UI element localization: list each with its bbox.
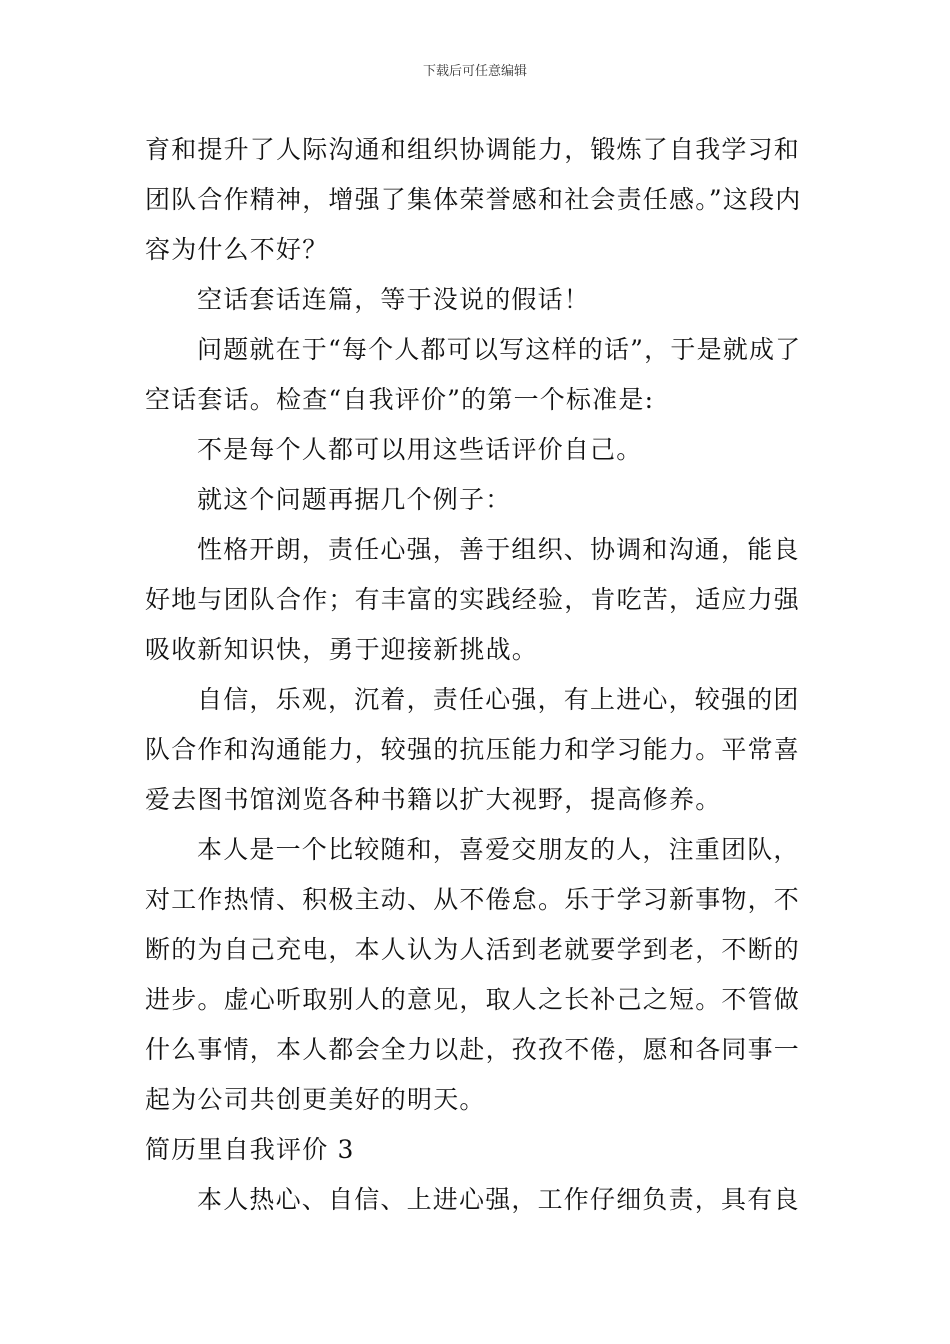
document-body <box>145 125 810 1225</box>
paragraph-5: 就这个问题再据几个例子： <box>197 485 512 514</box>
section-heading: 简历里自我评价 3 <box>145 1135 355 1164</box>
paragraph-9: 本人热心、自信、上进心强，工作仔细负责，具有良 <box>197 1185 800 1214</box>
paragraph-1: 育和提升了人际沟通和组织协调能力，锻炼了自我学习和团队合作精神，增强了集体荣誉感和社会责任感。”这段内容为什么不好？ <box>145 135 802 264</box>
paragraph-2: 空话套话连篇，等于没说的假话！ <box>197 285 591 314</box>
paragraph-8: 本人是一个比较随和，喜爱交朋友的人，注重团队，对工作热情、积极主动、从不倦怠。乐于学习新事物，不断的为自己充电，本人认为人活到老就要学到老，不断的进步。虚心听取别人的意见，取人之长补己之短。不管做什么事情，本人都会全力以赴，孜孜不倦，愿和各同事一起为公司共创更美好的明天。 <box>145 835 801 1114</box>
paragraph-3: 问题就在于“每个人都可以写这样的话”，于是就成了空话套话。检查“自我评价”的第一个标准是: <box>145 335 802 414</box>
page-header: 下载后可任意编辑 <box>422 64 527 79</box>
paragraph-7: 自信，乐观，沉着，责任心强，有上进心，较强的团队合作和沟通能力，较强的抗压能力和学习能力。平常喜爱去图书馆浏览各种书籍以扩大视野，提高修养。 <box>145 685 801 814</box>
paragraph-6: 性格开朗，责任心强，善于组织、协调和沟通，能良好地与团队合作；有丰富的实践经验，肯吃苦，适应力强吸收新知识快，勇于迎接新挑战。 <box>145 535 801 664</box>
paragraph-4: 不是每个人都可以用这些话评价自己。 <box>197 435 643 464</box>
